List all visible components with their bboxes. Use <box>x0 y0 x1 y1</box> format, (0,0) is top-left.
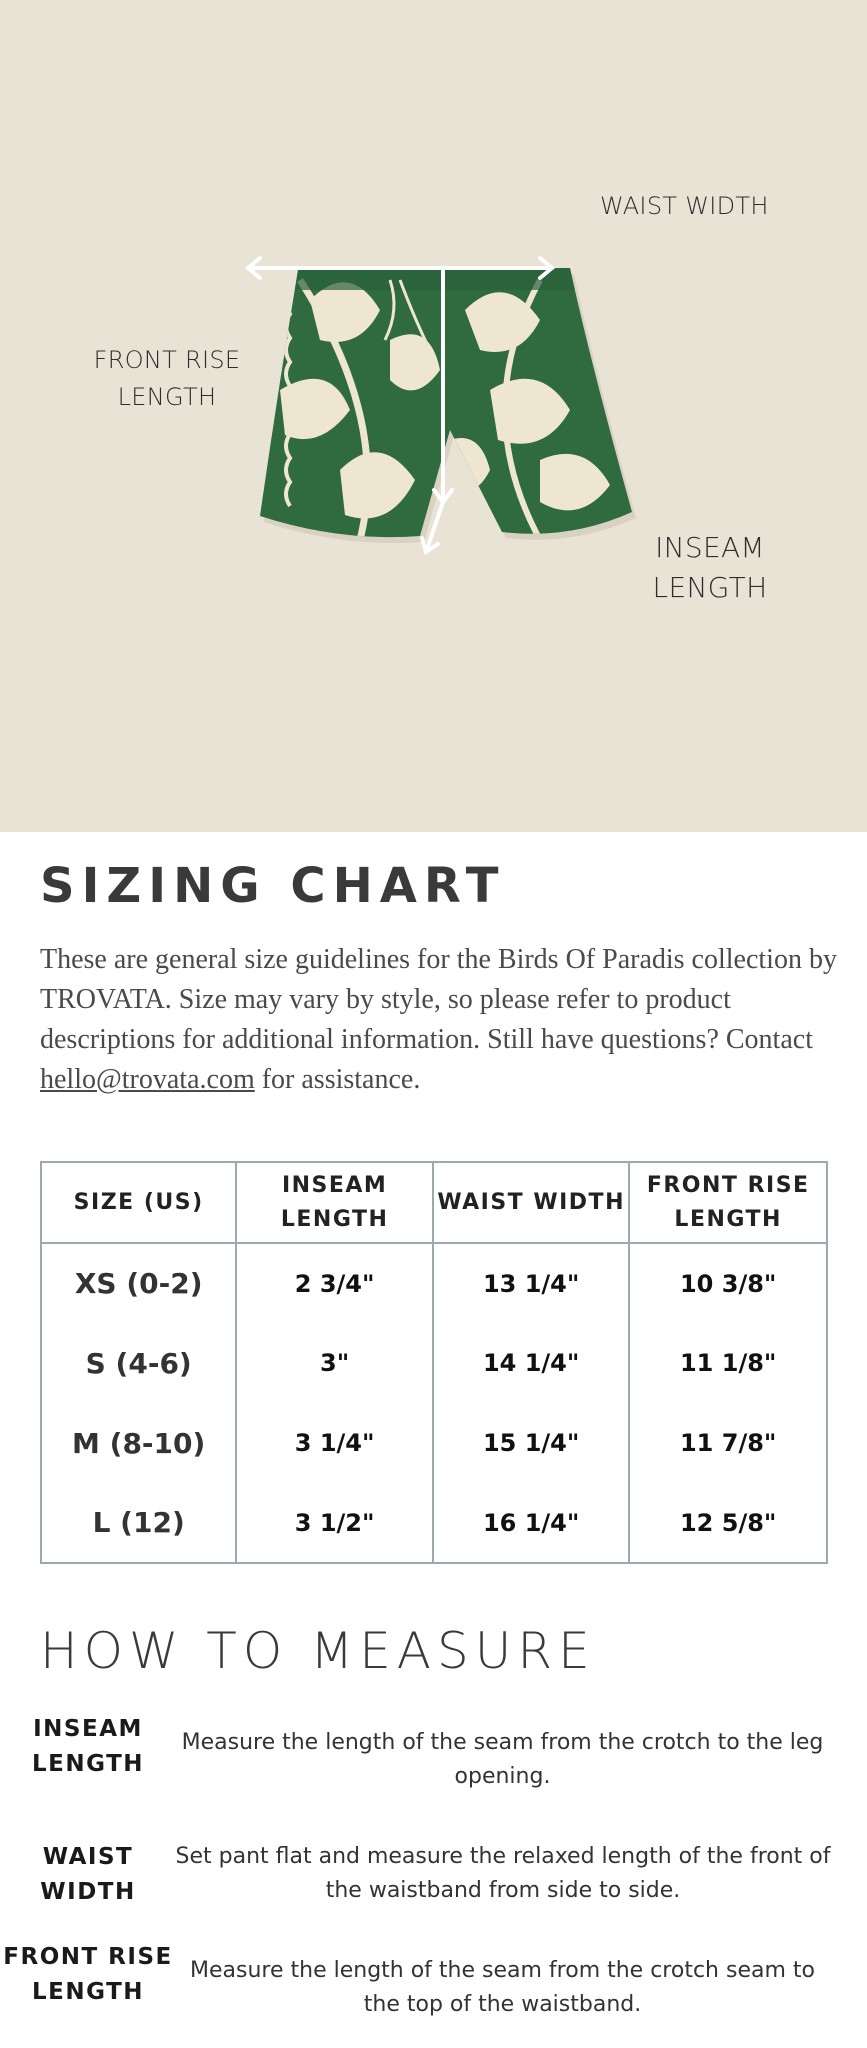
inseam-cell: 2 3/4" <box>236 1243 433 1323</box>
inseam-cell: 3 1/2" <box>236 1483 433 1563</box>
table-row <box>41 1243 827 1323</box>
measure-term: INSEAM LENGTH <box>31 1716 145 1777</box>
inseam-cell: 3 1/4" <box>236 1403 433 1483</box>
front-rise-label: FRONT RISE LENGTH <box>93 346 241 411</box>
size-cell: S (4-6) <box>41 1323 236 1403</box>
inseam-cell: 3" <box>236 1323 433 1403</box>
shorts-image <box>240 240 660 570</box>
measure-description: Measure the length of the seam from the crotch seam to the top of the waistband. <box>190 1958 815 2017</box>
waist-cell: 15 1/4" <box>433 1403 629 1483</box>
front-rise-cell: 11 1/8" <box>629 1323 827 1403</box>
product-hero <box>0 0 867 832</box>
header-front-rise: FRONT RISE LENGTH <box>629 1162 827 1243</box>
sizing-intro <box>40 940 840 1100</box>
size-cell: M (8-10) <box>41 1403 236 1483</box>
measure-term: FRONT RISE LENGTH <box>3 1944 173 2005</box>
size-cell: L (12) <box>41 1483 236 1563</box>
header-size: SIZE (US) <box>41 1162 236 1243</box>
intro-tail: for assistance. <box>254 1064 421 1095</box>
size-table <box>40 1161 828 1564</box>
front-rise-cell: 10 3/8" <box>629 1243 827 1323</box>
waist-cell: 14 1/4" <box>433 1323 629 1403</box>
table-row <box>41 1483 827 1563</box>
table-row <box>41 1323 827 1403</box>
front-rise-cell: 12 5/8" <box>629 1483 827 1563</box>
waist-width-label: WAIST WIDTH <box>600 192 769 220</box>
intro-text: These are general size guidelines for the Birds Of Paradis collection by TROVATA. Size may vary by style, so please refer to product descriptions for additional information. Still have questions? Contact <box>40 944 837 1055</box>
size-cell: XS (0-2) <box>41 1243 236 1323</box>
inseam-label: INSEAM LENGTH <box>652 531 768 604</box>
how-to-measure-title: HOW TO MEASURE <box>40 1622 596 1680</box>
waist-cell: 13 1/4" <box>433 1243 629 1323</box>
waist-cell: 16 1/4" <box>433 1483 629 1563</box>
front-rise-cell: 11 7/8" <box>629 1403 827 1483</box>
table-row <box>41 1403 827 1483</box>
sizing-chart-title: SIZING CHART <box>40 858 506 914</box>
measure-term: WAIST WIDTH <box>40 1844 136 1905</box>
header-inseam: INSEAM LENGTH <box>236 1162 433 1243</box>
header-waist: WAIST WIDTH <box>433 1162 629 1243</box>
measure-description: Set pant flat and measure the relaxed length of the front of the waistband from side to side. <box>175 1844 831 1903</box>
measure-description: Measure the length of the seam from the crotch to the leg opening. <box>181 1730 824 1789</box>
table-header-row <box>41 1162 827 1243</box>
contact-email-link[interactable]: hello@trovata.com <box>40 1064 255 1095</box>
